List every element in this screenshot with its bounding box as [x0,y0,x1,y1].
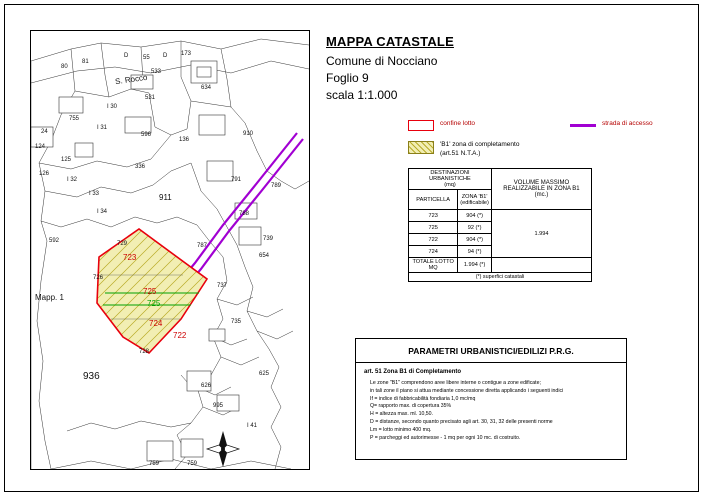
page-title: MAPPA CATASTALE [326,34,454,49]
map-label-735: 735 [231,319,242,325]
legend-sublabel-zona-completamento: (art.51 N.T.A.) [440,149,481,157]
table-header-zona [458,190,492,210]
parameters-title: PARAMETRI URBANISTICI/EDILIZI P.R.G. [408,346,574,356]
table-header-zona-text: ZONA 'B1' [461,193,488,200]
compass-rose-icon [205,429,241,469]
map-label-789: 789 [271,183,282,189]
parameters-line-7: Lm = lotto minimo 400 mq. [370,426,432,433]
cell-particella-2: 725 [409,222,458,234]
map-label-136: 136 [179,137,190,143]
scala-label: scala 1:1.000 [326,88,398,102]
map-label-i31: I 31 [97,125,108,131]
map-label-i41: I 41 [247,423,258,429]
map-label-533: 533 [151,69,162,75]
table-header-zona-sub: (edificabile) [460,199,489,206]
parameters-line-5: H = altezza max. ml. 10,50. [370,411,433,418]
parcel-label-724: 724 [149,319,163,328]
title-block [326,34,454,102]
parameters-line-8: P = parcheggi ed autorimesse - 1 mq per ogni 10 mc. di costruito. [370,434,521,441]
map-label-995: 995 [213,403,224,409]
parcel-label-725-green: 725 [147,299,161,308]
map-label-s-rocco: S. Rocco [114,72,148,87]
map-label-531: 531 [145,95,156,101]
cell-total-label: TOTALE LOTTO MQ [409,258,458,273]
parameters-line-1: Le zone "B1" comprendono aree libere interne o contigue a zone edificate; [370,380,541,386]
parameters-box [355,338,627,460]
table-header-volume [491,169,591,210]
table-header-destinazioni-text: DESTINAZIONI URBANISTICHE [429,170,471,182]
map-label-125: 125 [61,157,72,163]
cell-particella-4: 724 [409,246,458,258]
map-label-726: 726 [93,275,104,281]
cell-zona-2: 92 (*) [458,222,492,234]
table-total-row [409,258,592,273]
cell-zona-4: 94 (*) [458,246,492,258]
confine-lotto-swatch-icon [408,120,434,131]
map-label-124: 124 [35,144,46,150]
parcel-label-722: 722 [173,331,187,340]
cell-particella-3: 722 [409,234,458,246]
parameters-line-2: in tali zone il piano si attua mediante concessione diretta applicando i seguenti indici [370,387,564,394]
cell-zona-1: 904 (*) [458,210,492,222]
comune-label: Comune di Nocciano [326,54,438,68]
foglio-label: Foglio 9 [326,71,369,85]
map-label-d1: D [124,53,129,59]
map-label-i34: I 34 [97,209,108,215]
cadastral-map-panel [30,30,310,470]
map-label-80: 80 [61,64,68,70]
cell-zona-3: 904 (*) [458,234,492,246]
parameters-line-6: D = distanze, secondo quanto precisato agli art. 30, 31, 32 delle presenti norme [370,418,553,425]
cell-particella-1: 723 [409,210,458,222]
parcel-label-723: 723 [123,253,137,262]
legend-item-strada-accesso [570,120,653,131]
map-label-910: 910 [243,131,254,137]
map-label-634: 634 [201,85,212,91]
map-label-626: 626 [201,383,212,389]
strada-accesso-swatch-icon [570,120,596,131]
map-label-i32: I 32 [67,177,78,183]
map-label-755: 755 [69,116,80,122]
map-label-24: 24 [41,129,48,135]
map-label-81: 81 [82,59,89,65]
parameters-subtitle: art. 51 Zona B1 di Completamento [364,369,462,375]
map-label-625: 625 [259,371,270,377]
map-label-55: 55 [143,55,150,61]
map-legend [408,120,658,168]
map-label-d2: D [163,53,168,59]
table-header-destinazioni [409,169,492,190]
map-label-592: 592 [49,238,60,244]
map-label-126: 126 [39,171,50,177]
parameters-line-4: Q= rapporto max. di copertura 35% [370,403,452,410]
table-footnote: (*) superfici catastali [409,273,592,282]
cell-volume-value: 1.994 [491,210,591,258]
map-label-mapp-1: Mapp. 1 [35,293,64,302]
map-label-759b: 759 [149,461,160,467]
map-label-787: 787 [197,243,208,249]
table-row [409,210,592,222]
legend-item-confine-lotto [408,120,658,131]
parcel-label-725: 725 [143,287,157,296]
map-label-728: 728 [139,349,150,355]
map-label-911: 911 [159,193,172,202]
urbanistic-table [408,168,592,282]
legend-label-strada-accesso: strada di accesso [602,120,653,127]
table-header-volume-text: VOLUME MASSIMO REALIZZABILE IN ZONA B1 [503,180,580,192]
map-label-i30: I 30 [107,104,118,110]
map-label-i33: I 33 [89,191,100,197]
parameters-divider [356,362,626,363]
table-header-particella: PARTICELLA [409,190,458,210]
parameters-line-3: If = indice di fabbricabilità fondiaria 1,0 mc/mq [370,395,476,402]
cadastral-map-drawing [31,31,309,469]
map-label-739: 739 [263,236,274,242]
map-label-737: 737 [217,283,228,289]
cell-total-volume-blank [491,258,591,273]
cell-total-value: 1.994 (*) [458,258,492,273]
map-label-788: 788 [239,211,250,217]
urbanistic-table-wrap [408,168,592,282]
map-label-596: 596 [141,132,152,138]
table-header-destinazioni-unit: (mq) [444,182,456,188]
map-label-336: 336 [135,164,146,170]
legend-item-zona-completamento [408,141,658,159]
parameters-list [370,380,626,442]
map-label-729: 729 [117,241,128,247]
map-label-173: 173 [181,51,192,57]
table-footnote-row [409,273,592,282]
legend-label-confine-lotto: confine lotto [440,120,476,127]
map-label-791: 791 [231,177,242,183]
map-label-759a: 759 [187,461,198,467]
table-header-volume-unit: (mc.) [534,192,549,198]
zona-completamento-swatch-icon [408,141,434,154]
legend-label-zona-completamento: 'B1' zona di completamento [440,141,520,148]
map-label-654: 654 [259,253,270,259]
map-label-936: 936 [83,371,100,382]
